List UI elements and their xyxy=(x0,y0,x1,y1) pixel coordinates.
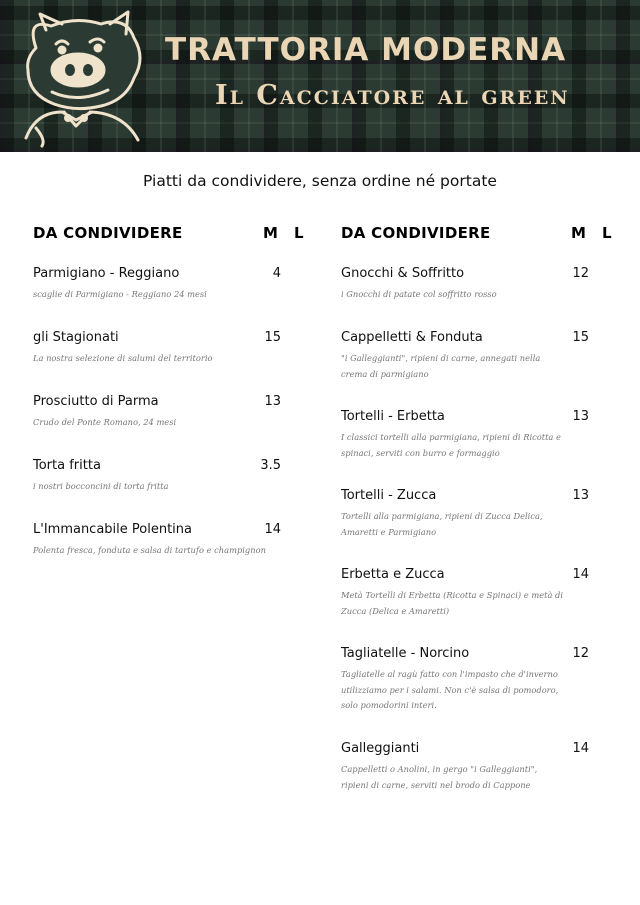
menu-item-name: Prosciutto di Parma xyxy=(33,394,159,409)
menu-item-price: 15 xyxy=(572,330,589,345)
right-section-heading: DA CONDIVIDERE xyxy=(341,224,491,242)
menu-item-name: Erbetta e Zucca xyxy=(341,567,445,582)
menu-item-name: Gnocchi & Soffritto xyxy=(341,266,465,281)
menu-item-name: gli Stagionati xyxy=(33,330,119,345)
menu-item-price: 14 xyxy=(264,522,281,537)
right-col-m-label: M xyxy=(571,224,586,242)
menu-item-price: 12 xyxy=(572,266,589,281)
menu-item-description: Tortelli alla parmigiana, ripieni di Zucca Delica, Amaretti e Parmigiano xyxy=(341,511,543,537)
menu-item-description: scaglie di Parmigiano - Reggiano 24 mesi xyxy=(33,289,207,299)
menu-item-name: Galleggianti xyxy=(341,741,420,756)
menu-item-description: Metà Tortelli di Erbetta (Ricotta e Spinaci) e metà di Zucca (Delica e Amaretti) xyxy=(341,590,564,616)
menu-item-description: Tagliatelle al ragù fatto con l'impasto che d'inverno utilizziamo per i salami. Non c'è salsa di pomodoro, solo pomodorini interi. xyxy=(341,669,559,710)
menu-item-price: 14 xyxy=(572,567,589,582)
menu-item-name: L'Immancabile Polentina xyxy=(33,522,192,537)
menu-item-price: 14 xyxy=(572,741,589,756)
menu-item-name: Torta fritta xyxy=(33,458,101,473)
menu-item-name: Tagliatelle - Norcino xyxy=(341,646,470,661)
menu-item-description: i nostri bocconcini di torta fritta xyxy=(33,481,169,491)
menu-item-name: Cappelletti & Fonduta xyxy=(341,330,483,345)
menu-item-name: Tortelli - Zucca xyxy=(341,488,437,503)
header-banner xyxy=(0,0,640,152)
menu-item-description: i Gnocchi di patate col soffritto rosso xyxy=(341,289,497,299)
menu-item-description: "i Galleggianti", ripieni di carne, annegati nella crema di parmigiano xyxy=(341,353,541,379)
restaurant-tagline: Il Cacciatore al green xyxy=(215,80,570,111)
left-col-l-label: L xyxy=(294,224,304,242)
menu-item-description: Polenta fresca, fonduta e salsa di tartufo e champignon xyxy=(33,545,266,555)
menu-item-price: 15 xyxy=(264,330,281,345)
menu-item-price: 13 xyxy=(572,409,589,424)
menu-item-description: I classici tortelli alla parmigiana, ripieni di Ricotta e spinaci, serviti con burro e formaggio xyxy=(341,432,561,458)
left-col-m-label: M xyxy=(263,224,278,242)
restaurant-name: TRATTORIA MODERNA xyxy=(165,32,567,68)
menu-item-price: 12 xyxy=(572,646,589,661)
menu-item-price: 13 xyxy=(264,394,281,409)
menu-subtitle: Piatti da condividere, senza ordine né portate xyxy=(143,172,497,190)
menu-item-price: 4 xyxy=(272,266,281,281)
menu-item-description: Crudo del Ponte Romano, 24 mesi xyxy=(33,417,177,427)
menu-item-description: Cappelletti o Anolini, in gergo "i Galleggianti", ripieni di carne, serviti nel brodo di Cappone xyxy=(341,764,538,790)
menu-item-name: Parmigiano - Reggiano xyxy=(33,266,180,281)
right-col-l-label: L xyxy=(602,224,612,242)
menu-item-price: 3.5 xyxy=(260,458,281,473)
menu-item-description: La nostra selezione di salumi del territorio xyxy=(33,353,213,363)
left-section-heading: DA CONDIVIDERE xyxy=(33,224,183,242)
pig-mascot-icon xyxy=(6,8,156,148)
menu-item-price: 13 xyxy=(572,488,589,503)
menu-item-name: Tortelli - Erbetta xyxy=(341,409,445,424)
